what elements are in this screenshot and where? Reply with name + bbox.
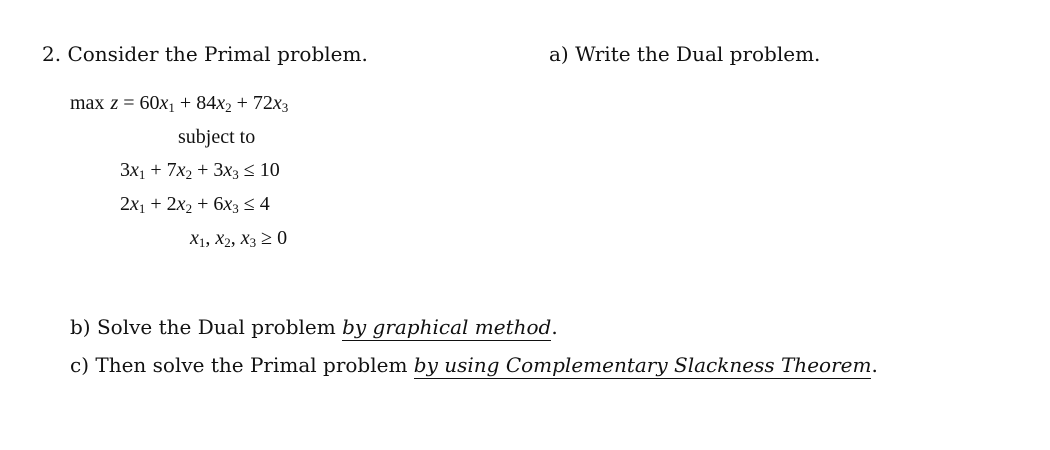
nonneg-var: $x_2$: [215, 227, 231, 250]
problem-heading: [42, 42, 368, 66]
objective-function: $\max z = 60x_1 + 84x_2 + 72x_3$: [70, 92, 289, 115]
objective-sense: max: [70, 92, 105, 114]
task-c: [70, 353, 878, 377]
constraint-rhs: 4: [259, 193, 270, 215]
constraint-rhs: 10: [259, 159, 280, 181]
problem-heading-text: Consider the Primal problem.: [67, 42, 368, 66]
task-c-method: by using Complementary Slackness Theorem: [413, 353, 872, 377]
nonneg-relation: ≥: [261, 227, 273, 249]
constraint-term: $3x_1$: [120, 159, 146, 182]
task-b-period: .: [551, 315, 558, 339]
nonneg-rhs: 0: [277, 227, 288, 249]
constraint-relation: ≤: [243, 159, 255, 181]
constraint-term: $6x_3$: [213, 193, 239, 216]
task-c-text: c) Then solve the Primal problem: [70, 353, 414, 377]
nonneg-var: $x_1$: [190, 227, 206, 250]
constraint-2: $2x_1 + 2x_2 + 6x_3 \le 4$: [120, 193, 270, 216]
task-c-period: .: [871, 353, 878, 377]
constraint-relation: ≤: [243, 193, 255, 215]
objective-variable: z: [110, 92, 119, 114]
task-b-method: by graphical method: [342, 315, 552, 339]
objective-term: $60x_1$: [139, 92, 175, 115]
constraint-term: $3x_3$: [213, 159, 239, 182]
nonnegativity-constraint: $x_1$, $x_2$, $x_3 \ge 0$: [190, 227, 288, 250]
constraint-term: $2x_2$: [166, 193, 193, 216]
task-b: [70, 315, 558, 339]
objective-term: $84x_2$: [196, 92, 232, 115]
task-b-text: b) Solve the Dual problem: [70, 315, 343, 339]
subject-to-label: subject to: [178, 126, 256, 148]
problem-number: 2.: [42, 42, 62, 66]
nonneg-var: $x_3$: [240, 227, 257, 250]
constraint-term: $2x_1$: [120, 193, 146, 216]
constraint-term: $7x_2$: [166, 159, 193, 182]
objective-term: $72x_3$: [252, 92, 289, 115]
task-a: a) Write the Dual problem.: [549, 42, 821, 66]
constraint-1: $3x_1 + 7x_2 + 3x_3 \le 10$: [120, 159, 280, 182]
